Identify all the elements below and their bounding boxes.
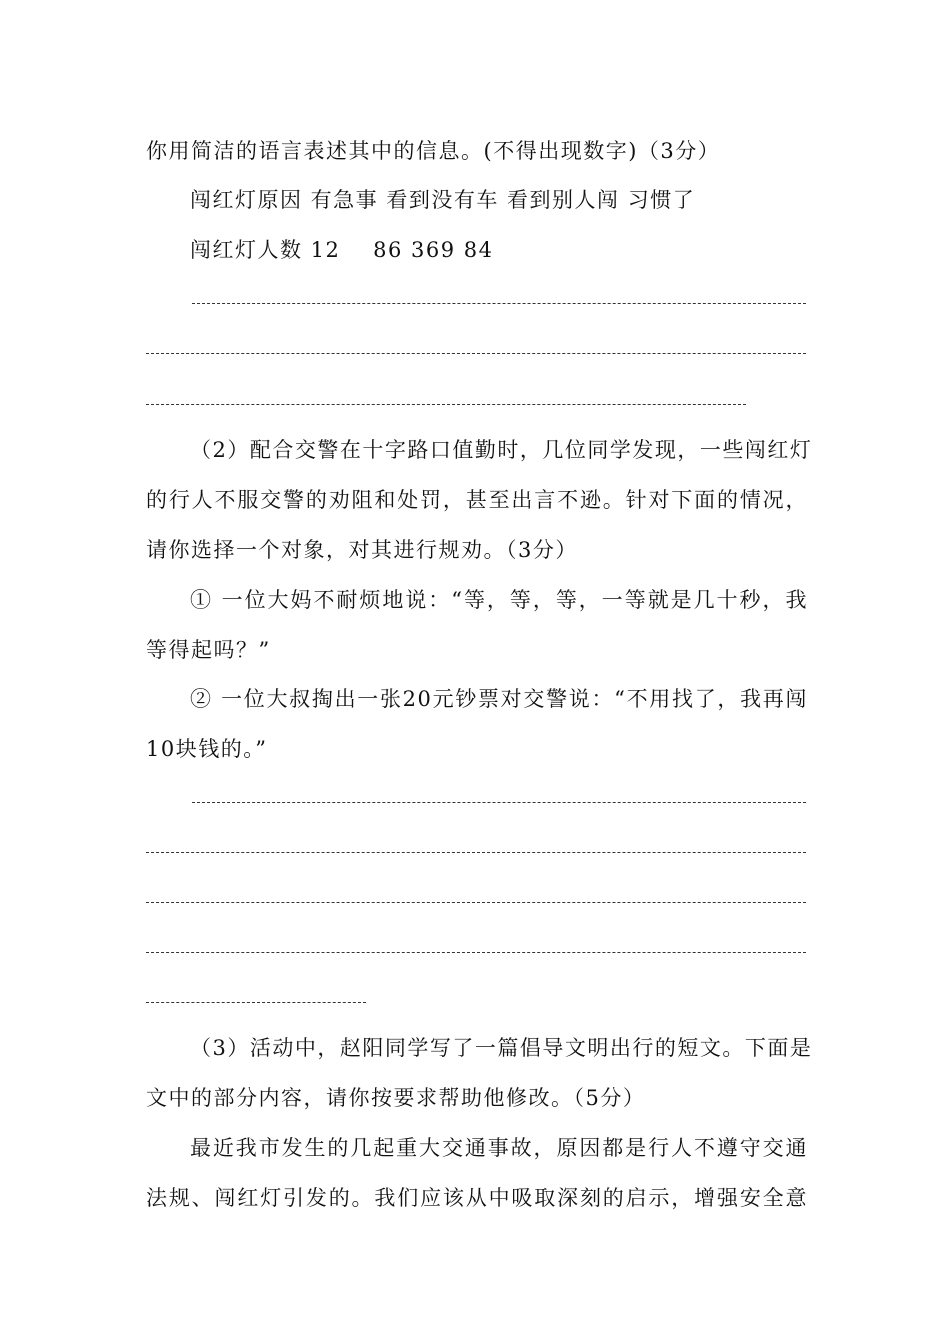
q2-option-2-line-2: 10块钱的。” bbox=[146, 737, 268, 761]
answer-line-7 bbox=[146, 952, 806, 953]
answer-line-8 bbox=[146, 1002, 366, 1003]
answer-line-4 bbox=[192, 802, 806, 803]
table-row-reasons: 闯红灯原因 有急事 看到没有车 看到别人闯 习惯了 bbox=[190, 188, 696, 212]
q3-paragraph-line-2: 法规、闯红灯引发的。我们应该从中吸取深刻的启示，增强安全意 bbox=[146, 1186, 808, 1210]
q2-option-1-line-1: ① 一位大妈不耐烦地说：“等，等，等，一等就是几十秒，我 bbox=[190, 588, 808, 612]
q2-line-2: 的行人不服交警的劝阻和处罚，甚至出言不逊。针对下面的情况， bbox=[146, 488, 808, 512]
answer-line-1 bbox=[192, 303, 806, 304]
table-row-counts: 闯红灯人数 12 86 369 84 bbox=[190, 238, 494, 262]
q2-option-1-line-2: 等得起吗？” bbox=[146, 638, 271, 662]
answer-line-2 bbox=[146, 353, 806, 354]
answer-line-6 bbox=[146, 902, 806, 903]
q2-option-2-line-1: ② 一位大叔掏出一张20元钞票对交警说：“不用找了，我再闯 bbox=[190, 687, 808, 711]
q3-line-2: 文中的部分内容，请你按要求帮助他修改。（5分） bbox=[146, 1086, 646, 1110]
q3-paragraph-line-1: 最近我市发生的几起重大交通事故，原因都是行人不遵守交通 bbox=[190, 1136, 808, 1160]
q2-line-3: 请你选择一个对象，对其进行规劝。（3分） bbox=[146, 538, 578, 562]
intro-line: 你用简洁的语言表述其中的信息。(不得出现数字)（3分） bbox=[146, 139, 721, 163]
q2-line-1: （2）配合交警在十字路口值勤时，几位同学发现，一些闯红灯 bbox=[190, 438, 813, 462]
q3-line-1: （3）活动中，赵阳同学写了一篇倡导文明出行的短文。下面是 bbox=[190, 1036, 813, 1060]
answer-line-3 bbox=[146, 404, 746, 405]
answer-line-5 bbox=[146, 852, 806, 853]
